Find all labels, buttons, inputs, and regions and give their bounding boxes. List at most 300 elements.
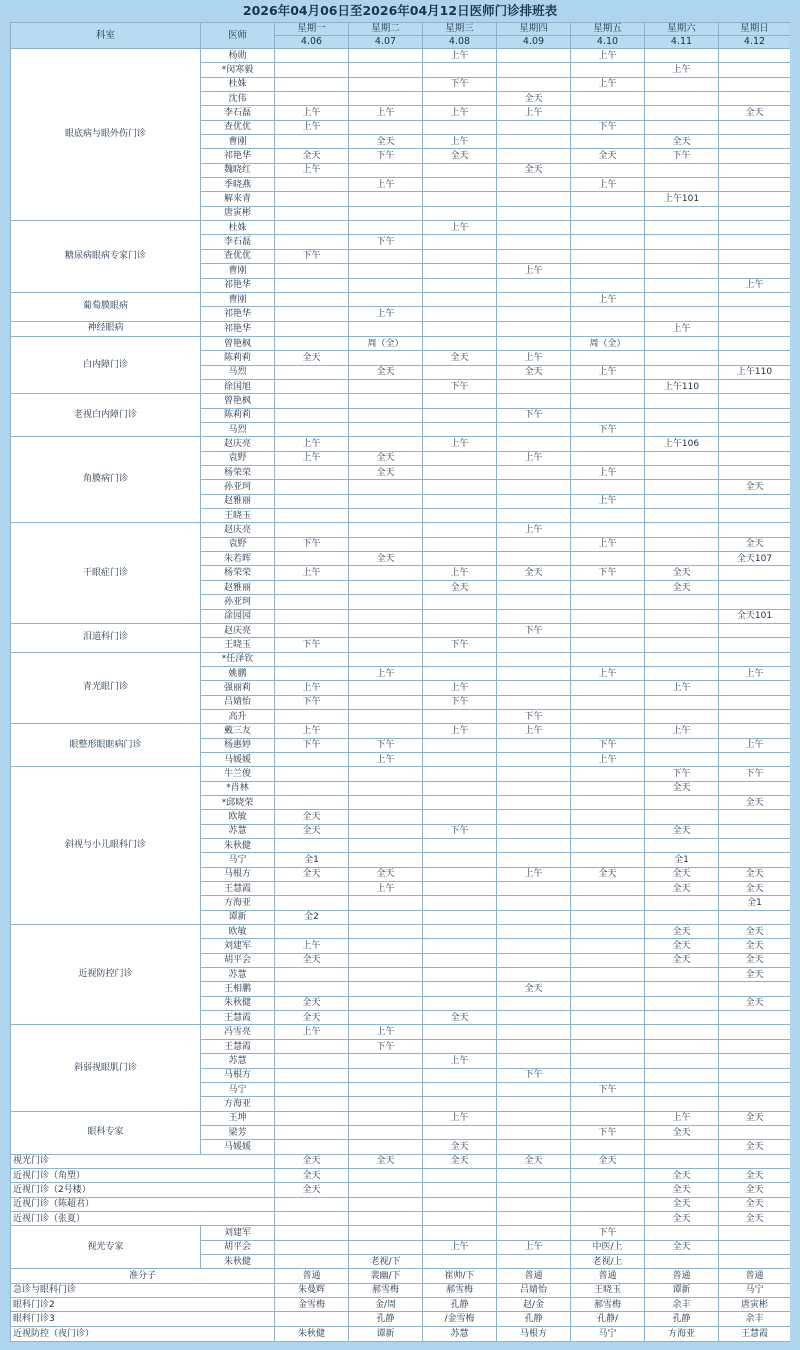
schedule-cell xyxy=(423,1082,497,1096)
schedule-cell xyxy=(571,92,645,106)
clinic-label-cell: 眼科门诊2 xyxy=(11,1298,275,1312)
schedule-cell xyxy=(571,580,645,594)
schedule-cell: 上午110 xyxy=(719,365,791,379)
schedule-cell xyxy=(423,767,497,781)
schedule-cell xyxy=(497,437,571,451)
schedule-cell: 下午 xyxy=(497,1068,571,1082)
schedule-cell xyxy=(571,709,645,723)
schedule-cell xyxy=(645,235,719,249)
schedule-cell: 全天 xyxy=(423,1154,497,1168)
schedule-cell: 下午 xyxy=(423,824,497,838)
schedule-cell xyxy=(349,1197,423,1211)
schedule-cell xyxy=(497,752,571,766)
schedule-cell xyxy=(571,1111,645,1125)
schedule-cell xyxy=(719,566,791,580)
schedule-cell xyxy=(571,767,645,781)
schedule-cell: 上午 xyxy=(719,666,791,680)
schedule-cell xyxy=(571,638,645,652)
department-cell: 眼科专家 xyxy=(11,1111,201,1154)
doctor-column-header: 医师 xyxy=(201,23,275,49)
schedule-cell xyxy=(423,652,497,666)
table-row xyxy=(11,49,791,63)
schedule-cell xyxy=(349,580,423,594)
schedule-cell xyxy=(719,336,791,350)
schedule-cell: 全天 xyxy=(275,1154,349,1168)
schedule-cell: 上午 xyxy=(423,135,497,149)
schedule-cell: 下午 xyxy=(497,623,571,637)
schedule-cell xyxy=(275,925,349,939)
schedule-cell: 全天 xyxy=(497,982,571,996)
schedule-cell: 全天 xyxy=(275,867,349,881)
schedule-cell xyxy=(571,795,645,809)
schedule-cell xyxy=(497,882,571,896)
schedule-cell xyxy=(275,623,349,637)
schedule-cell xyxy=(275,221,349,235)
doctor-name-cell: 季晓燕 xyxy=(201,178,275,192)
schedule-cell: 下午 xyxy=(497,408,571,422)
doctor-name-cell: 马根方 xyxy=(201,1068,275,1082)
schedule-cell xyxy=(571,1140,645,1154)
schedule-cell xyxy=(719,264,791,278)
schedule-cell xyxy=(423,925,497,939)
schedule-cell xyxy=(571,163,645,177)
schedule-cell xyxy=(719,982,791,996)
schedule-cell: 马根方 xyxy=(497,1326,571,1341)
schedule-cell xyxy=(719,1039,791,1053)
schedule-cell: 上午 xyxy=(423,566,497,580)
schedule-cell xyxy=(349,968,423,982)
schedule-cell: 孔静 xyxy=(497,1312,571,1326)
schedule-cell xyxy=(497,767,571,781)
schedule-cell xyxy=(349,206,423,220)
schedule-cell xyxy=(719,1240,791,1254)
schedule-cell: 全天 xyxy=(571,1154,645,1168)
schedule-cell xyxy=(349,408,423,422)
schedule-cell: 全天 xyxy=(645,1240,719,1254)
schedule-cell xyxy=(349,249,423,263)
schedule-cell: 孔静 xyxy=(645,1312,719,1326)
schedule-cell: 全天 xyxy=(349,1154,423,1168)
schedule-cell: 全天 xyxy=(645,1211,719,1225)
schedule-cell xyxy=(349,638,423,652)
schedule-cell: 王晓玉 xyxy=(571,1283,645,1297)
schedule-cell: 上午 xyxy=(571,292,645,306)
schedule-cell xyxy=(423,1125,497,1139)
doctor-name-cell: 马媛媛 xyxy=(201,752,275,766)
schedule-cell xyxy=(349,781,423,795)
schedule-cell xyxy=(275,192,349,206)
schedule-cell xyxy=(571,394,645,408)
schedule-cell xyxy=(645,1254,719,1268)
schedule-cell xyxy=(571,824,645,838)
schedule-cell: 下午 xyxy=(571,566,645,580)
schedule-cell xyxy=(497,1097,571,1111)
schedule-cell xyxy=(423,264,497,278)
schedule-cell xyxy=(423,910,497,924)
schedule-cell xyxy=(571,1097,645,1111)
schedule-cell: 全天 xyxy=(275,953,349,967)
schedule-cell: 上午 xyxy=(719,738,791,752)
schedule-cell: 上午 xyxy=(571,666,645,680)
schedule-cell xyxy=(423,163,497,177)
schedule-cell xyxy=(423,292,497,306)
schedule-cell: 全天101 xyxy=(719,609,791,623)
schedule-cell xyxy=(349,681,423,695)
schedule-cell xyxy=(423,92,497,106)
schedule-cell xyxy=(497,996,571,1010)
schedule-cell xyxy=(423,853,497,867)
schedule-cell xyxy=(275,480,349,494)
schedule-cell xyxy=(645,609,719,623)
schedule-cell: 上午 xyxy=(275,939,349,953)
schedule-cell xyxy=(275,1068,349,1082)
schedule-cell xyxy=(349,494,423,508)
schedule-cell xyxy=(497,580,571,594)
schedule-cell xyxy=(645,968,719,982)
schedule-cell: 孔静 xyxy=(423,1298,497,1312)
schedule-cell xyxy=(275,1125,349,1139)
schedule-cell: 全天 xyxy=(719,996,791,1010)
schedule-cell: 下午 xyxy=(275,738,349,752)
doctor-name-cell: 赵庆亮 xyxy=(201,437,275,451)
doctor-name-cell: 马宁 xyxy=(201,853,275,867)
schedule-cell: 下午 xyxy=(349,738,423,752)
schedule-cell: 全天 xyxy=(645,882,719,896)
schedule-cell xyxy=(719,623,791,637)
schedule-cell xyxy=(571,996,645,1010)
schedule-cell xyxy=(719,206,791,220)
schedule-cell xyxy=(423,982,497,996)
schedule-cell xyxy=(275,466,349,480)
schedule-cell xyxy=(275,1312,349,1326)
schedule-cell xyxy=(719,695,791,709)
schedule-cell: 上午 xyxy=(645,724,719,738)
schedule-cell: 普通 xyxy=(645,1269,719,1283)
table-row xyxy=(11,437,791,451)
table-row xyxy=(11,1211,791,1225)
schedule-cell xyxy=(349,77,423,91)
schedule-cell: 全天 xyxy=(349,365,423,379)
schedule-cell xyxy=(497,681,571,695)
schedule-cell: 上午 xyxy=(645,321,719,336)
schedule-cell: 余丰 xyxy=(645,1298,719,1312)
schedule-cell xyxy=(423,738,497,752)
schedule-cell xyxy=(349,292,423,306)
schedule-cell xyxy=(719,292,791,306)
schedule-cell: 谭新 xyxy=(645,1283,719,1297)
doctor-name-cell: 马根方 xyxy=(201,867,275,881)
schedule-cell xyxy=(423,939,497,953)
schedule-cell: 下午 xyxy=(349,1039,423,1053)
schedule-cell xyxy=(497,178,571,192)
schedule-cell xyxy=(571,781,645,795)
schedule-cell: 上午 xyxy=(497,106,571,120)
schedule-cell xyxy=(423,1254,497,1268)
schedule-cell: 全天 xyxy=(645,1125,719,1139)
schedule-cell xyxy=(497,321,571,336)
schedule-cell xyxy=(645,982,719,996)
schedule-cell: 唐寅彬 xyxy=(719,1298,791,1312)
schedule-cell: 全天 xyxy=(497,163,571,177)
weekday-header: 星期五 xyxy=(571,23,645,36)
schedule-cell xyxy=(349,925,423,939)
doctor-name-cell: 曹刚 xyxy=(201,135,275,149)
schedule-cell xyxy=(571,953,645,967)
schedule-cell xyxy=(275,1226,349,1240)
schedule-cell xyxy=(349,1183,423,1197)
doctor-name-cell: 曹刚 xyxy=(201,292,275,306)
schedule-cell xyxy=(423,509,497,523)
schedule-cell xyxy=(423,466,497,480)
schedule-cell xyxy=(645,623,719,637)
schedule-cell xyxy=(645,92,719,106)
schedule-cell xyxy=(571,968,645,982)
schedule-cell: 上午 xyxy=(349,178,423,192)
schedule-cell xyxy=(571,192,645,206)
schedule-cell xyxy=(275,580,349,594)
table-row xyxy=(11,925,791,939)
schedule-cell xyxy=(719,321,791,336)
schedule-cell xyxy=(423,1197,497,1211)
schedule-cell xyxy=(571,623,645,637)
schedule-cell xyxy=(497,552,571,566)
schedule-cell: 全天 xyxy=(275,810,349,824)
table-row xyxy=(11,1183,791,1197)
clinic-label-cell: 眼科门诊3 xyxy=(11,1312,275,1326)
schedule-cell: 下午 xyxy=(275,249,349,263)
schedule-cell xyxy=(571,1039,645,1053)
schedule-cell xyxy=(349,264,423,278)
schedule-cell: 上午 xyxy=(571,537,645,551)
schedule-cell: 全天 xyxy=(645,135,719,149)
schedule-cell: 朱秋健 xyxy=(275,1326,349,1341)
table-row xyxy=(11,1111,791,1125)
doctor-name-cell: 李石磊 xyxy=(201,235,275,249)
schedule-cell: 普通 xyxy=(275,1269,349,1283)
doctor-name-cell: 欧敏 xyxy=(201,810,275,824)
schedule-cell xyxy=(349,1211,423,1225)
schedule-cell xyxy=(349,824,423,838)
schedule-cell xyxy=(423,609,497,623)
schedule-cell: 全天 xyxy=(719,1183,791,1197)
schedule-cell: 上午 xyxy=(571,365,645,379)
clinic-label-cell: 近视门诊（张夏） xyxy=(11,1211,275,1225)
schedule-cell xyxy=(423,192,497,206)
schedule-cell xyxy=(719,380,791,394)
schedule-cell xyxy=(497,1111,571,1125)
date-header: 4.10 xyxy=(571,36,645,49)
schedule-cell xyxy=(423,63,497,77)
schedule-cell xyxy=(349,523,423,537)
schedule-cell xyxy=(497,595,571,609)
schedule-cell xyxy=(275,1097,349,1111)
schedule-cell xyxy=(719,810,791,824)
schedule-cell xyxy=(349,192,423,206)
schedule-cell xyxy=(275,1111,349,1125)
schedule-cell xyxy=(349,1125,423,1139)
table-row xyxy=(11,1326,791,1341)
schedule-cell xyxy=(423,278,497,292)
schedule-cell xyxy=(423,595,497,609)
schedule-cell: 上午 xyxy=(423,681,497,695)
schedule-cell xyxy=(497,652,571,666)
schedule-cell xyxy=(275,365,349,379)
schedule-cell: 全天 xyxy=(497,566,571,580)
header-row-weekdays xyxy=(11,23,791,36)
schedule-cell xyxy=(275,135,349,149)
schedule-cell xyxy=(275,380,349,394)
table-row xyxy=(11,523,791,537)
schedule-cell xyxy=(645,537,719,551)
doctor-name-cell: 苏慧 xyxy=(201,1054,275,1068)
schedule-cell xyxy=(497,466,571,480)
schedule-cell: 上午 xyxy=(571,178,645,192)
schedule-cell xyxy=(497,910,571,924)
schedule-cell xyxy=(645,480,719,494)
table-row xyxy=(11,1283,791,1297)
schedule-cell xyxy=(571,925,645,939)
schedule-cell xyxy=(571,278,645,292)
department-cell: 泪道科门诊 xyxy=(11,623,201,652)
schedule-cell xyxy=(645,1097,719,1111)
schedule-cell xyxy=(571,839,645,853)
doctor-name-cell: 杨勋 xyxy=(201,49,275,63)
schedule-cell: 上午 xyxy=(571,77,645,91)
schedule-cell: 全天 xyxy=(275,1011,349,1025)
schedule-cell: 全天 xyxy=(645,824,719,838)
schedule-cell xyxy=(719,451,791,465)
schedule-cell xyxy=(423,537,497,551)
schedule-cell: 全天 xyxy=(719,1211,791,1225)
schedule-cell xyxy=(497,925,571,939)
schedule-cell xyxy=(719,221,791,235)
schedule-cell xyxy=(719,595,791,609)
schedule-cell xyxy=(349,394,423,408)
schedule-cell: 全天 xyxy=(645,1183,719,1197)
schedule-cell xyxy=(571,1168,645,1182)
schedule-cell xyxy=(275,235,349,249)
schedule-cell xyxy=(275,1140,349,1154)
doctor-name-cell: 徐国旭 xyxy=(201,380,275,394)
schedule-cell xyxy=(275,292,349,306)
table-row xyxy=(11,623,791,637)
schedule-cell xyxy=(423,365,497,379)
schedule-cell: 下午 xyxy=(275,638,349,652)
schedule-cell: 上午 xyxy=(571,494,645,508)
schedule-cell xyxy=(645,738,719,752)
schedule-cell xyxy=(275,1240,349,1254)
schedule-cell: 普通 xyxy=(719,1269,791,1283)
schedule-cell xyxy=(571,351,645,365)
doctor-name-cell: 朱秋健 xyxy=(201,839,275,853)
schedule-cell xyxy=(719,724,791,738)
schedule-cell xyxy=(497,738,571,752)
clinic-label-cell: 近视门诊（2号楼） xyxy=(11,1183,275,1197)
schedule-cell xyxy=(719,1025,791,1039)
schedule-cell: 上午 xyxy=(497,724,571,738)
schedule-cell: 全天 xyxy=(719,953,791,967)
schedule-cell xyxy=(423,839,497,853)
schedule-cell: 下午 xyxy=(571,1226,645,1240)
schedule-cell xyxy=(571,652,645,666)
schedule-cell: 下午 xyxy=(423,695,497,709)
schedule-cell xyxy=(645,49,719,63)
schedule-cell: 全天 xyxy=(719,1140,791,1154)
schedule-cell xyxy=(719,163,791,177)
schedule-cell xyxy=(349,795,423,809)
schedule-cell xyxy=(645,1140,719,1154)
schedule-cell xyxy=(719,307,791,321)
schedule-cell xyxy=(645,1011,719,1025)
schedule-cell xyxy=(719,1011,791,1025)
schedule-cell: 全天 xyxy=(349,451,423,465)
schedule-cell xyxy=(497,509,571,523)
schedule-cell xyxy=(275,896,349,910)
schedule-cell: 全天 xyxy=(645,1197,719,1211)
schedule-cell: 上午 xyxy=(645,681,719,695)
schedule-cell: 全1 xyxy=(275,853,349,867)
schedule-cell xyxy=(423,623,497,637)
schedule-cell xyxy=(645,408,719,422)
doctor-name-cell: 苏慧 xyxy=(201,824,275,838)
doctor-name-cell: 查优优 xyxy=(201,249,275,263)
schedule-cell: 全天 xyxy=(719,1197,791,1211)
schedule-cell xyxy=(645,666,719,680)
schedule-cell xyxy=(275,307,349,321)
schedule-cell xyxy=(571,206,645,220)
schedule-cell xyxy=(497,1226,571,1240)
schedule-cell xyxy=(497,221,571,235)
schedule-cell xyxy=(645,595,719,609)
schedule-cell xyxy=(645,351,719,365)
weekday-header: 星期日 xyxy=(719,23,791,36)
weekday-header: 星期三 xyxy=(423,23,497,36)
schedule-cell xyxy=(497,1054,571,1068)
department-cell: 干眼症门诊 xyxy=(11,523,201,623)
schedule-cell xyxy=(719,681,791,695)
schedule-cell: 上午 xyxy=(497,264,571,278)
schedule-cell xyxy=(349,120,423,134)
schedule-cell xyxy=(719,394,791,408)
table-row xyxy=(11,321,791,336)
schedule-cell xyxy=(719,652,791,666)
schedule-cell xyxy=(571,810,645,824)
doctor-name-cell: 祁艳华 xyxy=(201,278,275,292)
schedule-cell xyxy=(275,1197,349,1211)
schedule-cell xyxy=(571,106,645,120)
schedule-cell xyxy=(571,221,645,235)
schedule-cell: 上午 xyxy=(497,1240,571,1254)
schedule-cell xyxy=(645,249,719,263)
schedule-cell xyxy=(719,437,791,451)
schedule-cell: 崔帅/下 xyxy=(423,1269,497,1283)
doctor-name-cell: 方海亚 xyxy=(201,1097,275,1111)
schedule-cell xyxy=(349,509,423,523)
table-header xyxy=(11,23,791,49)
schedule-cell xyxy=(719,1082,791,1096)
doctor-name-cell: 沈伟 xyxy=(201,92,275,106)
schedule-cell: 全天 xyxy=(497,1154,571,1168)
schedule-cell: 全天 xyxy=(423,580,497,594)
schedule-cell: 全天 xyxy=(497,365,571,379)
schedule-cell: 王慧霞 xyxy=(719,1326,791,1341)
schedule-cell xyxy=(275,1054,349,1068)
schedule-cell xyxy=(645,996,719,1010)
schedule-cell xyxy=(349,724,423,738)
schedule-cell xyxy=(645,1154,719,1168)
doctor-name-cell: 杜姝 xyxy=(201,77,275,91)
schedule-cell: 下午 xyxy=(423,638,497,652)
